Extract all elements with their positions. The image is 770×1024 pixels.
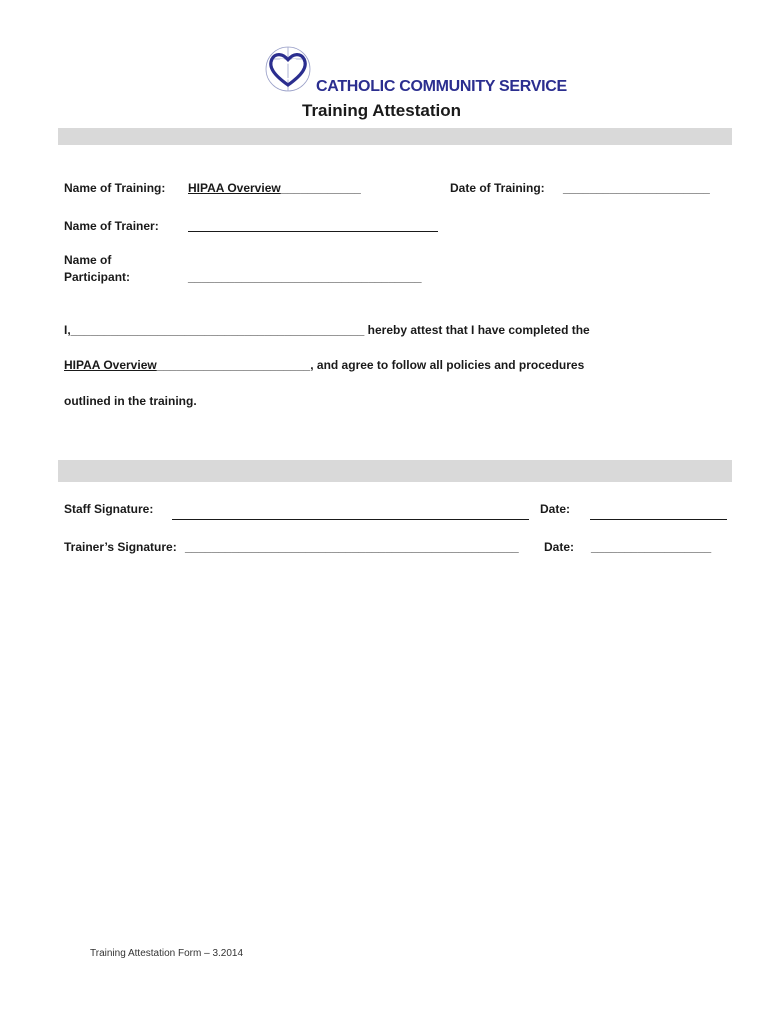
participant-label-line1: Name of	[64, 253, 112, 267]
training-name-field[interactable]	[188, 181, 361, 195]
training-name-label: Name of Training:	[64, 181, 166, 195]
staff-date-label: Date:	[540, 502, 571, 516]
attestation-prefix: I,	[64, 323, 71, 337]
staff-signature-label: Staff Signature:	[64, 502, 154, 516]
participant-label-line2: Participant:	[64, 270, 131, 284]
trainer-signature-label: Trainer’s Signature:	[64, 540, 177, 554]
section-band-top	[58, 128, 732, 145]
attestation-line-1-suffix: hereby attest that I have completed the	[367, 323, 590, 337]
trainer-date-label: Date:	[544, 540, 575, 554]
page-title: Training Attestation	[302, 101, 461, 120]
heart-cross-logo-icon	[264, 45, 312, 93]
staff-signature-field[interactable]	[172, 519, 529, 520]
attestation-line-3: outlined in the training.	[64, 394, 197, 408]
participant-name-field[interactable]: ___________________________________	[188, 270, 422, 284]
attestation-line-2	[64, 358, 584, 372]
trainer-name-label: Name of Trainer:	[64, 219, 159, 233]
attestation-training-blank[interactable]: _______________________,	[156, 358, 314, 372]
form-footer: Training Attestation Form – 3.2014	[90, 948, 244, 959]
attestation-training-ref: HIPAA Overview	[64, 358, 157, 372]
trainer-date-field[interactable]: __________________	[591, 540, 712, 554]
org-name: CATHOLIC COMMUNITY SERVICE	[316, 78, 567, 95]
section-band-signatures	[58, 460, 732, 482]
attestation-name-field[interactable]: ____________________________________________	[70, 323, 365, 337]
staff-date-field[interactable]	[590, 519, 727, 520]
trainer-signature-field[interactable]: __________________________________________________	[185, 540, 519, 554]
training-date-label: Date of Training:	[450, 181, 545, 195]
trainer-name-field[interactable]	[188, 231, 438, 232]
attestation-line-1	[64, 323, 590, 337]
training-name-blank: ____________	[280, 181, 361, 195]
attestation-line-2-suffix: and agree to follow all policies and procedures	[316, 358, 585, 372]
training-date-field[interactable]: ______________________	[563, 181, 710, 195]
training-name-value: HIPAA Overview	[188, 181, 281, 195]
